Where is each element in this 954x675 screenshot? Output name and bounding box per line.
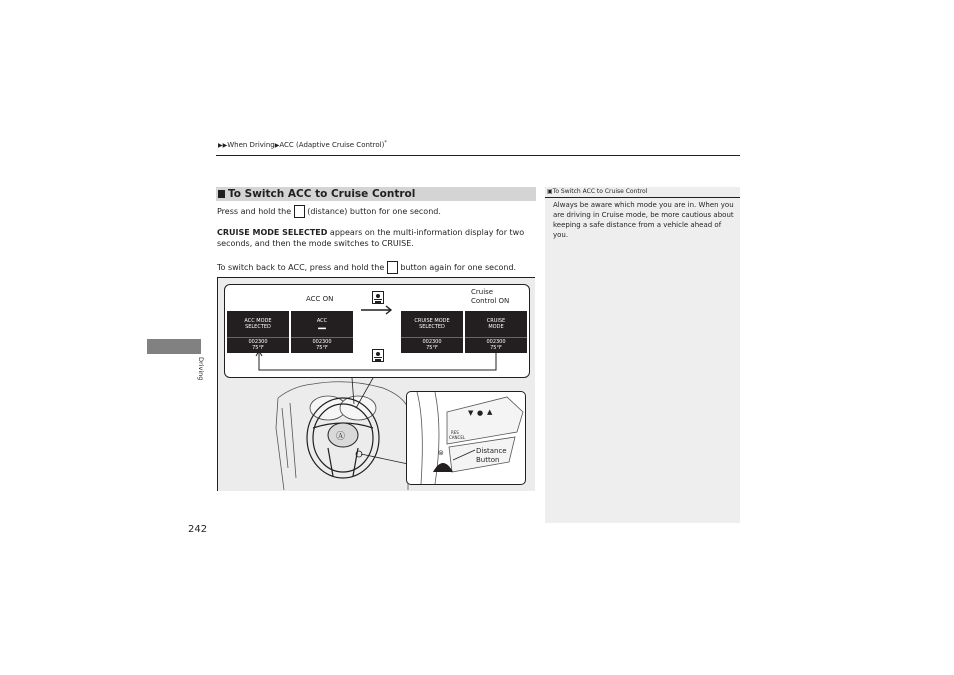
paragraph-cruise-mode bbox=[217, 227, 524, 238]
odometer-text: 002300 bbox=[422, 339, 442, 345]
page-number: 242 bbox=[188, 524, 208, 535]
set-icon: ● bbox=[477, 409, 484, 417]
breadcrumb-star: * bbox=[384, 140, 387, 146]
temperature-text: 75°F bbox=[252, 345, 264, 351]
breadcrumb-separator-icon: ▶ bbox=[274, 142, 280, 149]
display-text: SELECTED bbox=[419, 324, 445, 330]
section-heading-bar bbox=[216, 187, 536, 201]
breadcrumb-marker-icon: ▶▶ bbox=[218, 142, 228, 149]
paragraph-press-hold bbox=[217, 205, 441, 218]
minus-icon: ▼ bbox=[468, 409, 474, 417]
odometer-text: 002300 bbox=[312, 339, 332, 345]
section-square-icon bbox=[218, 190, 225, 198]
display-text: ACC bbox=[316, 318, 328, 324]
distance-button-shape bbox=[433, 463, 453, 472]
sidebar-rule bbox=[545, 197, 740, 198]
paragraph-switch-back bbox=[217, 261, 516, 274]
panel-outline bbox=[417, 392, 523, 484]
distance-button-icon bbox=[294, 205, 305, 218]
plus-icon: ▲ bbox=[487, 408, 493, 416]
brand-logo-icon: Ⓐ bbox=[336, 432, 346, 442]
display-text: MODE bbox=[488, 324, 504, 330]
paragraph2-line1: appears on the multi-information display for two bbox=[327, 228, 525, 237]
display-text: CRUISE bbox=[486, 318, 506, 324]
paragraph1-after: (distance) button for one second. bbox=[307, 207, 441, 216]
acc-on-label: ACC ON bbox=[306, 295, 334, 303]
breadcrumb bbox=[218, 139, 387, 150]
button-panel-zoom bbox=[406, 391, 526, 485]
cancel-label: CANCEL bbox=[449, 435, 466, 440]
chapter-tab[interactable] bbox=[147, 339, 201, 354]
paragraph-cruise-mode-line2: seconds, and then the mode switches to CRUISE. bbox=[217, 239, 414, 248]
note-icon: ▣ bbox=[547, 188, 553, 195]
temperature-text: 75°F bbox=[426, 345, 438, 351]
cruise-label-1: Cruise bbox=[471, 288, 494, 296]
distance-button-icon bbox=[387, 261, 398, 274]
display-text: ACC MODE bbox=[244, 318, 272, 324]
odometer-text: 002300 bbox=[486, 339, 506, 345]
sidebar-heading-text: To Switch ACC to Cruise Control bbox=[552, 188, 648, 195]
odometer-text: 002300 bbox=[248, 339, 268, 345]
sidebar-body: Always be aware which mode you are in. When you are driving in Cruise mode, be more cautious about keeping a safe distance from a vehicle ahead of you. bbox=[553, 201, 734, 239]
distance-label-2: Button bbox=[476, 456, 500, 464]
breadcrumb-item-acc[interactable]: ACC (Adaptive Cruise Control) bbox=[279, 141, 385, 149]
distance-symbol-icon: ⊜ bbox=[438, 449, 444, 457]
paragraph3-after: button again for one second. bbox=[400, 263, 517, 272]
display-text: CRUISE MODE bbox=[414, 318, 450, 324]
acc-cruise-figure bbox=[217, 277, 535, 491]
temperature-text: 75°F bbox=[490, 345, 502, 351]
sidebar-note bbox=[545, 187, 740, 523]
section-title: To Switch ACC to Cruise Control bbox=[228, 188, 416, 200]
paragraph3-before: To switch back to ACC, press and hold the bbox=[217, 263, 385, 272]
sidebar-heading bbox=[547, 188, 647, 195]
distance-label-1: Distance bbox=[476, 447, 507, 455]
chapter-tab-label: Driving bbox=[197, 357, 205, 381]
car-distance-icon: ▂▂ bbox=[318, 324, 326, 330]
display-text: SELECTED bbox=[245, 324, 271, 330]
temperature-text: 75°F bbox=[316, 345, 328, 351]
paragraph1-before: Press and hold the bbox=[217, 207, 292, 216]
paragraph2-bold: CRUISE MODE SELECTED bbox=[217, 228, 328, 237]
cruise-label-2: Control ON bbox=[471, 297, 510, 305]
button-panel-drawing bbox=[407, 392, 525, 484]
res-label: RES bbox=[451, 430, 459, 435]
breadcrumb-item-when-driving[interactable]: When Driving bbox=[227, 141, 275, 149]
header-rule bbox=[216, 155, 740, 156]
